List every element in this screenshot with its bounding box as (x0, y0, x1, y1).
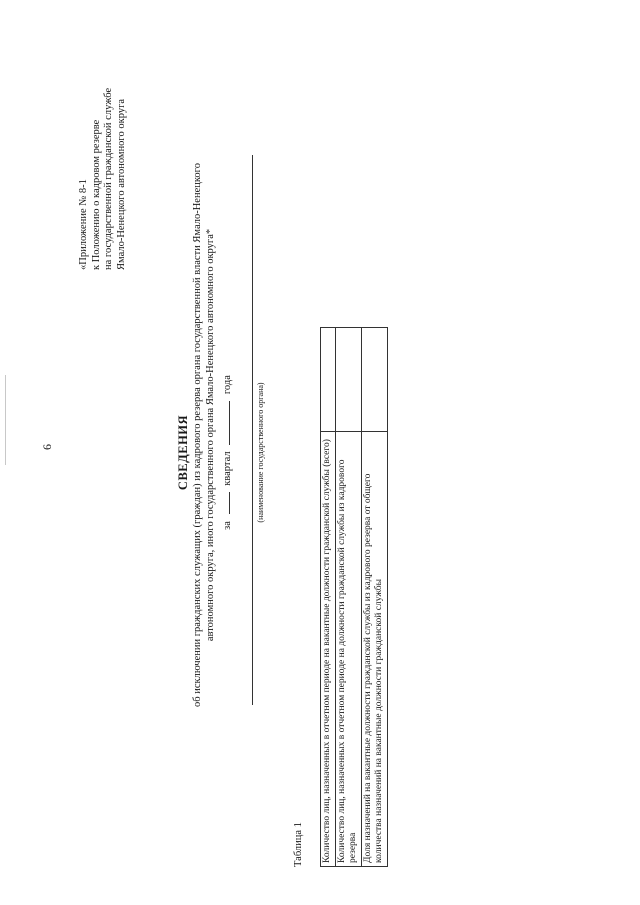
document-subtitle: об исключении гражданских служащих (граждан) из кадрового резерва органа государственной власти Ямало-Ненецкого автономного округа, иного государственного органа Ямало-Ненецкого автономного округа* (192, 163, 216, 707)
row-value (361, 328, 387, 432)
period-prefix: за (222, 521, 233, 530)
table-row (361, 328, 387, 867)
appendix-line: «Приложение № 8-1 (78, 179, 89, 270)
appendix-line: к Положению о кадровом резерве (90, 119, 102, 270)
document-title: СВЕДЕНИЯ (176, 414, 190, 491)
reporting-period (222, 0, 233, 905)
row-label: Доля назначений на вакантные должности гражданской службы из кадрового резерва от общего количества назначений на вакантные должности гражданской службы (361, 431, 387, 866)
row-label: Количество лиц, назначенных в отчетном периоде на должности гражданской службы из кадрового резерва (335, 431, 361, 866)
organ-name-line (252, 155, 253, 705)
organ-caption: (наименование государственного органа) (256, 382, 265, 523)
appendix-line: на государственной гражданской службе (103, 87, 114, 270)
table-row (335, 328, 361, 867)
period-quarter-word: квартал (222, 451, 233, 486)
appendix-line: Ямало-Ненецкого автономного округа (115, 98, 127, 270)
row-value (321, 328, 336, 432)
appendix-reference (78, 10, 128, 270)
scan-edge-mark (5, 375, 6, 465)
table-row (321, 328, 336, 867)
table-label: Таблица 1 (293, 822, 304, 867)
period-year-word: года (222, 375, 233, 395)
quarter-blank (229, 492, 230, 514)
page-number: 6 (40, 444, 54, 450)
year-blank (229, 401, 230, 445)
row-label: Количество лиц, назначенных в отчетном периоде на вакантные должности гражданской службы (всего) (321, 431, 336, 866)
data-table (320, 327, 388, 867)
row-value (335, 328, 361, 432)
